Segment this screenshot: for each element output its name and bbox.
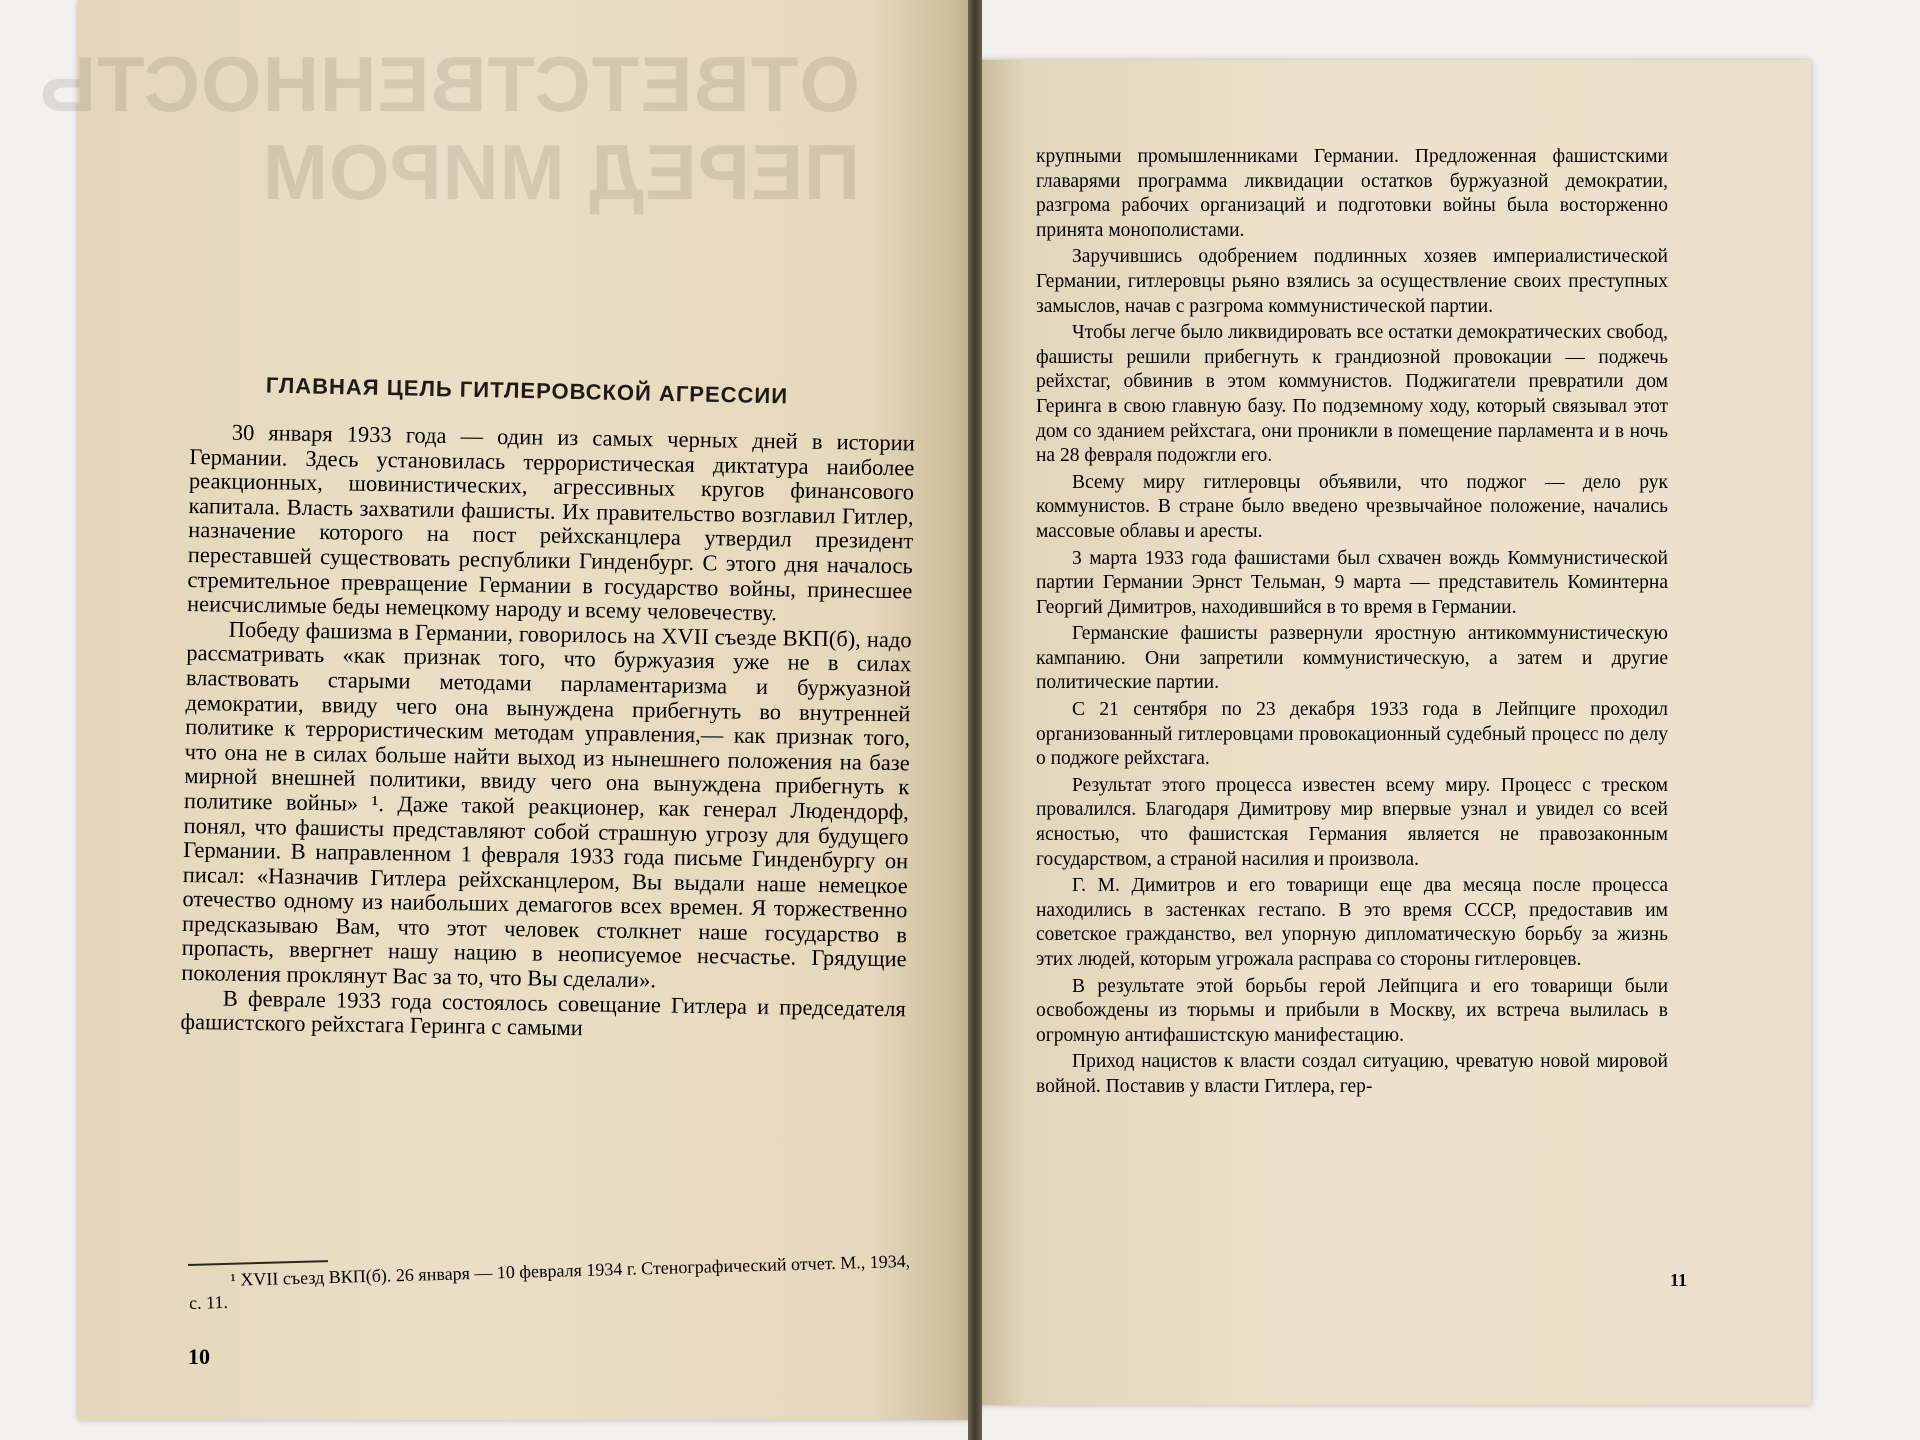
paragraph: 3 марта 1933 года фашистами был схвачен вождь Коммунистической партии Германии Эрнст Тельман, 9 марта — представитель Коминтерна Георгий Димитров, находившийся в то время в Германии. bbox=[1036, 547, 1668, 618]
bleed-through-line: ОТВЕТСТВЕННОСТЬ bbox=[38, 40, 860, 128]
right-body-text bbox=[1036, 145, 1668, 1100]
bleed-through-title bbox=[38, 40, 860, 230]
bleed-through-line: ПЕРЕД МИРОМ bbox=[261, 128, 860, 216]
paragraph: В результате этой борьбы герой Лейпцига и его товарищи были освобождены из тюрьмы и прибыли в Москву, их встреча вылилась в огромную антифашистскую манифестацию. bbox=[1036, 975, 1668, 1046]
paragraph: 30 января 1933 года — один из самых черных дней в истории Германии. Здесь установилась террористическая диктатура наиболее реакционных, шовинистических, агрессивных кругов финансового капитала. Власть захватили фашисты. Их правительство возглавил Гитлер, назначение которого на пост рейхсканцлера утвердил президент переставшей существовать республики Гинденбург. С этого дня началось стремительное превращение Германии в государство войны, принесшее неисчислимые беды немецкому народу и всему человечеству. bbox=[186, 419, 915, 626]
paragraph: Германские фашисты развернули яростную антикоммунистическую кампанию. Они запретили коммунистическую, а затем и другие политические партии. bbox=[1036, 623, 1668, 694]
paragraph: Г. М. Димитров и его товарищи еще два месяца после процесса находились в застенках гестапо. В это время СССР, предоставив им советское гражданство, вел упорную дипломатическую борьбу за жизнь этих людей, которым угрожала расправа со стороны гитлеровцев. bbox=[1036, 875, 1668, 970]
paragraph: Приход нацистов к власти создал ситуацию, чреватую новой мировой войной. Поставив у власти Гитлера, гер- bbox=[1036, 1051, 1668, 1097]
page-number-left: 10 bbox=[188, 1344, 210, 1369]
book-spine bbox=[968, 0, 982, 1440]
paragraph: С 21 сентября по 23 декабря 1933 года в Лейпциге проходил организованный гитлеровцами провокационный судебный процесс по делу о поджоге рейхстага. bbox=[1036, 699, 1668, 770]
footnote-text: ¹ XVII съезд ВКП(б). 26 января — 10 февраля 1934 г. Стенографический отчет. М., 1934, с. 11. bbox=[188, 1250, 911, 1313]
paragraph: В феврале 1933 года состоялось совещание Гитлера и председателя фашистского рейхстага Геринга с самыми bbox=[180, 985, 907, 1041]
chapter-heading: ГЛАВНАЯ ЦЕЛЬ ГИТЛЕРОВСКОЙ АГРЕССИИ bbox=[265, 372, 789, 409]
left-body-text bbox=[180, 420, 915, 1046]
paragraph: Результат этого процесса известен всему миру. Процесс с треском провалился. Благодаря Димитрову мир впервые узнал и увидел со всей ясностью, что фашистская Германия является не правозаконным государством, а страной насилия и произвола. bbox=[1036, 774, 1668, 870]
paragraph: Заручившись одобрением подлинных хозяев империалистической Германии, гитлеровцы рьяно взялись за осуществление своих преступных замыслов, начав с разгрома коммунистической партии. bbox=[1036, 246, 1668, 317]
page-number-right: 11 bbox=[1670, 1270, 1688, 1290]
paragraph: Всему миру гитлеровцы объявили, что поджог — дело рук коммунистов. В стране было введено чрезвычайное положение, начались массовые облавы и аресты. bbox=[1036, 471, 1668, 542]
paragraph: крупными промышленниками Германии. Предложенная фашистскими главарями программа ликвидации остатков буржуазной демократии, разгрома рабочих организаций и подготовки войны была восторженно принята монополистами. bbox=[1036, 146, 1668, 241]
paragraph: Чтобы легче было ликвидировать все остатки демократических свобод, фашисты решили прибегнуть к грандиозной провокации — поджечь рейхстаг, обвинив в этом коммунистов. Поджигатели превратили дом Геринга в свою главную базу. По подземному ходу, который связывал этот дом со зданием рейхстага, они проникли в помещение парламента и в ночь на 28 февраля подожгли его. bbox=[1036, 322, 1668, 467]
paragraph: Победу фашизма в Германии, говорилось на XVII съезде ВКП(б), надо рассматривать «как признак того, что буржуазия уже не в силах властвовать старыми методами парламентаризма и буржуазной демократии, ввиду чего она вынуждена прибегнуть во внутренней политике к террористическим методам управления,— как признак того, что она не в силах больше найти выход из нынешнего положения на базе мирной внешней политики, ввиду чего она вынуждена прибегнуть к политике войны» ¹. Даже такой реакционер, как генерал Людендорф, понял, что фашисты представляют собой страшную угрозу для будущего Германии. В направленном 1 февраля 1933 года письме Гинденбургу он писал: «Назначив Гитлера рейхсканцлером, Вы выдали наше немецкое отечество одному из наибольших демагогов всех времен. Я торжественно предсказываю Вам, что этот человек столкнет наше государство в пропасть, ввергнет нашу нацию в неописуемое несчастье. Грядущие поколения проклянут Вас за то, что Вы сделали». bbox=[181, 616, 912, 993]
